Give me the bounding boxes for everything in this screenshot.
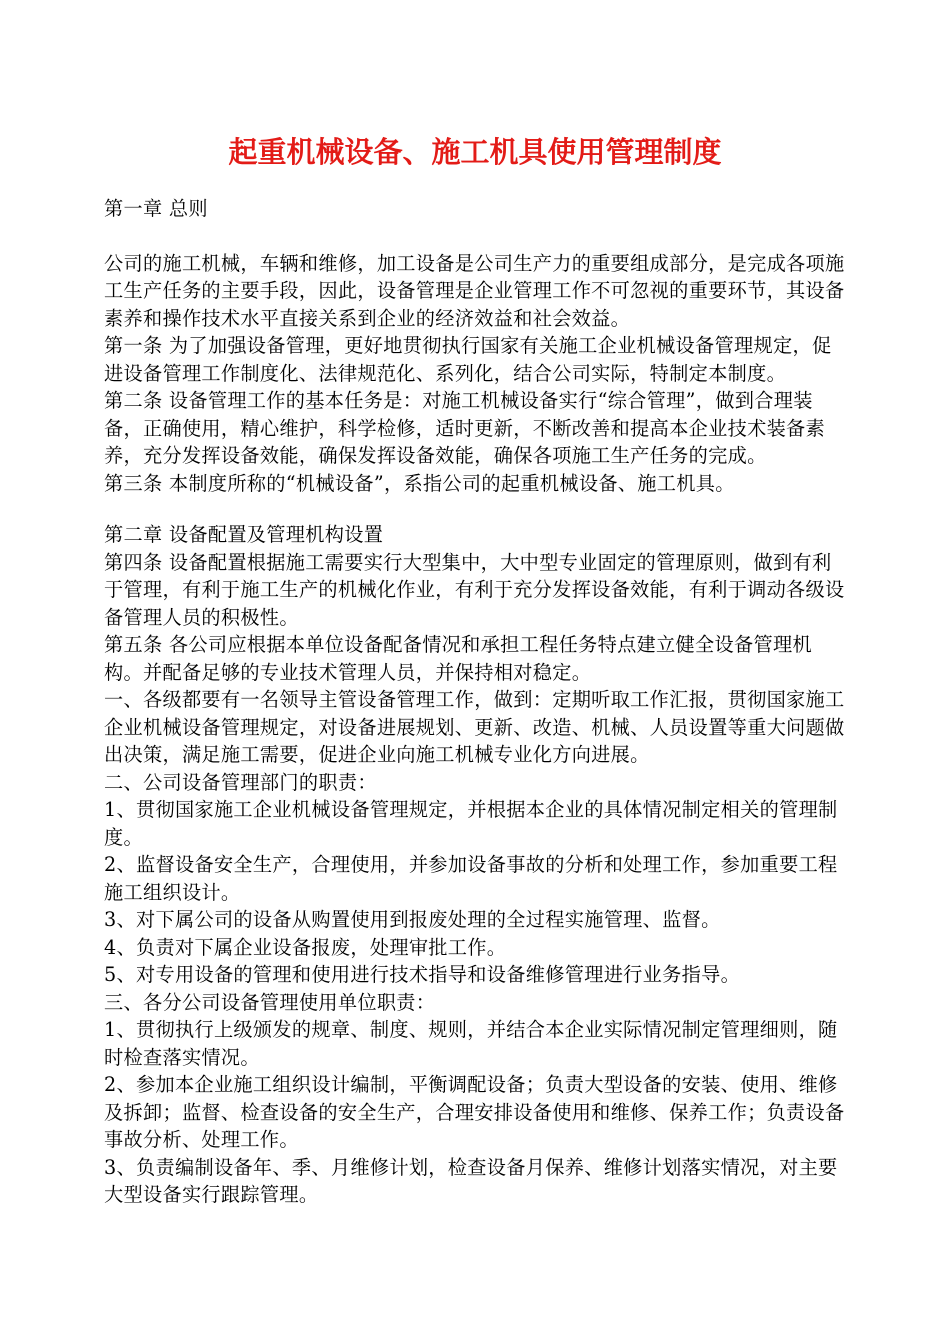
paragraph: 3、负责编制设备年、季、月维修计划，检查设备月保养、维修计划落实情况，对主要大型设备实行跟踪管理。 [104,1155,838,1206]
paragraph: 第二条 设备管理工作的基本任务是：对施工机械设备实行“综合管理”，做到合理装备，正确使用，精心维护，科学检修，适时更新，不断改善和提高本企业技术装备素养，充分发挥设备效能，确保发挥设备效能，确保各项施工生产任务的完成。 [104,389,826,467]
paragraph: 3、对下属公司的设备从购置使用到报废处理的全过程实施管理、监督。 [104,908,721,931]
paragraph: 2、监督设备安全生产，合理使用，并参加设备事故的分析和处理工作，参加重要工程施工组织设计。 [104,853,838,904]
chapter-2-heading: 第二章 设备配置及管理机构设置 [104,523,384,546]
paragraph: 1、贯彻执行上级颁发的规章、制度、规则，并结合本企业实际情况制定管理细则，随时检查落实情况。 [104,1018,838,1069]
paragraph: 1、贯彻国家施工企业机械设备管理规定，并根据本企业的具体情况制定相关的管理制度。 [104,798,838,849]
paragraph: 第一条 为了加强设备管理，更好地贯彻执行国家有关施工企业机械设备管理规定，促进设备管理工作制度化、法律规范化、系列化，结合公司实际，特制定本制度。 [104,334,832,385]
paragraph: 4、负责对下属企业设备报废，处理审批工作。 [104,935,507,959]
paragraph: 5、对专用设备的管理和使用进行技术指导和设备维修管理进行业务指导。 [104,963,741,986]
paragraph: 二、公司设备管理部门的职责： [104,770,377,794]
paragraph: 第五条 各公司应根据本单位设备配备情况和承担工程任务特点建立健全设备管理机构。并配备足够的专业技术管理人员，并保持相对稳定。 [104,633,812,684]
paragraph: 第三条 本制度所称的“机械设备”，系指公司的起重机械设备、施工机具。 [104,471,735,495]
paragraph: 三、各分公司设备管理使用单位职责： [104,990,436,1014]
paragraph: 一、各级都要有一名领导主管设备管理工作，做到：定期听取工作汇报，贯彻国家施工企业机械设备管理规定，对设备进展规划、更新、改造、机械、人员设置等重大问题做出决策，满足施工需要，促进企业向施工机械专业化方向进展。 [104,688,845,766]
paragraph: 第四条 设备配置根据施工需要实行大型集中，大中型专业固定的管理原则，做到有利于管理，有利于施工生产的机械化作业，有利于充分发挥设备效能，有利于调动各级设备管理人员的积极性。 [104,550,845,629]
paragraph: 公司的施工机械，车辆和维修，加工设备是公司生产力的重要组成部分，是完成各项施工生产任务的主要手段，因此，设备管理是企业管理工作不可忽视的重要环节，其设备素养和操作技术水平直接关系到企业的经济效益和社会效益。 [104,251,845,330]
chapter-1-heading: 第一章 总则 [104,197,208,220]
paragraph: 2、参加本企业施工组织设计编制，平衡调配设备；负责大型设备的安装、使用、维修及拆卸；监督、检查设备的安全生产，合理安排设备使用和维修、保养工作；负责设备事故分析、处理工作。 [104,1073,845,1151]
document-body [104,195,849,1209]
document-title: 起重机械设备、施工机具使用管理制度 [228,135,722,169]
spacer [104,223,849,250]
spacer [104,497,849,521]
